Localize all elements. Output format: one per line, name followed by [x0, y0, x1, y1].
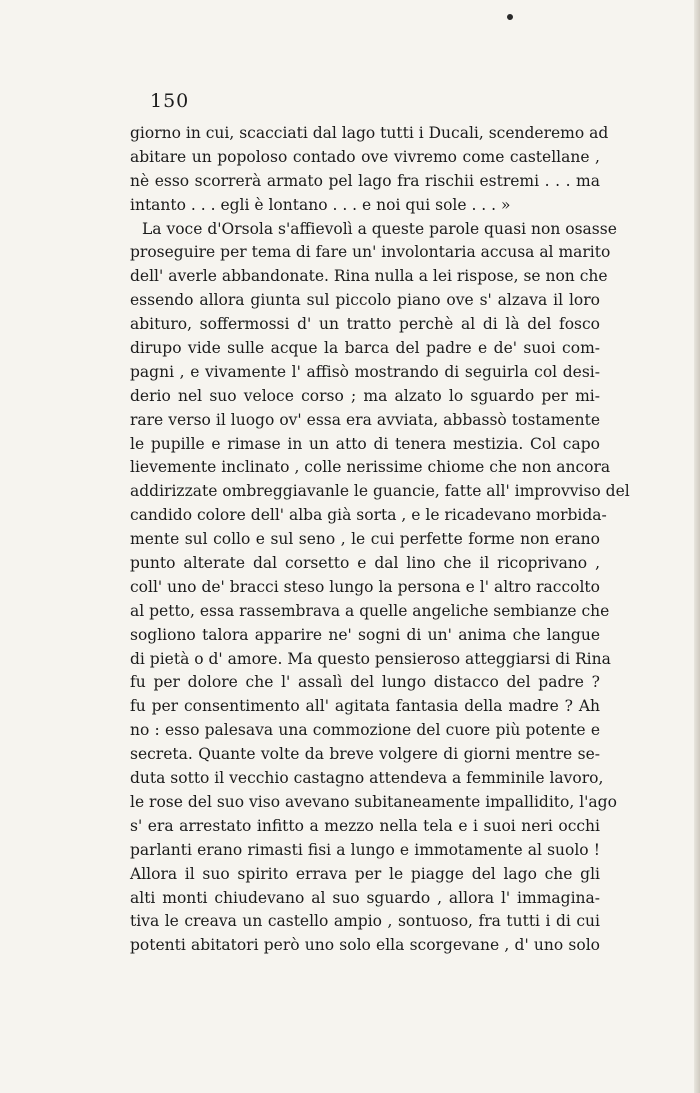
text-line: Allora il suo spirito errava per le piagge del lago che gli	[130, 864, 600, 883]
text-line: punto alterate dal corsetto e dal lino che il ricoprivano ,	[130, 554, 600, 573]
text-line: dirupo vide sulle acque la barca del padre e de' suoi com-	[130, 339, 600, 358]
text-line: fu per consentimento all' agitata fantasia della madre ? Ah	[130, 697, 600, 716]
text-line: derio nel suo veloce corso ; ma alzato lo sguardo per mi-	[130, 386, 600, 405]
text-line: parlanti erano rimasti fisi a lungo e immotamente al suolo !	[130, 840, 600, 859]
text-line: tiva le creava un castello ampio , sontuoso, fra tutti i di cui	[130, 912, 600, 931]
page-number: 150	[150, 90, 190, 112]
text-line: secreta. Quante volte da breve volgere di giorni mentre se-	[130, 745, 600, 764]
text-line: potenti abitatori però uno solo ella scorgevane , d' uno solo	[130, 936, 600, 955]
text-line: di pietà o d' amore. Ma questo pensieroso atteggiarsi di Rina	[130, 649, 611, 668]
ink-dot	[507, 14, 513, 20]
text-line: proseguire per tema di fare un' involontaria accusa al marito	[130, 243, 611, 262]
text-line: nè esso scorrerà armato pel lago fra rischii estremi . . . ma	[130, 171, 600, 190]
text-line: giorno in cui, scacciati dal lago tutti i Ducali, scenderemo ad	[130, 124, 609, 142]
text-line: pagni , e vivamente l' affisò mostrando di seguirla col desi-	[130, 362, 600, 381]
text-line: no : esso palesava una commozione del cuore più potente e	[130, 721, 600, 740]
page-edge	[694, 0, 700, 1093]
text-line: al petto, essa rassembrava a quelle angeliche sembianze che	[130, 601, 610, 620]
text-line: intanto . . . egli è lontano . . . e noi qui sole . . . »	[130, 195, 511, 214]
text-line: fu per dolore che l' assalì del lungo distacco del padre ?	[130, 673, 600, 692]
text-line: duta sotto il vecchio castagno attendeva a femminile lavoro,	[130, 769, 604, 788]
text-line: mente sul collo e sul seno , le cui perfette forme non erano	[130, 530, 600, 549]
text-line: rare verso il luogo ov' essa era avviata, abbassò tostamente	[130, 410, 600, 429]
text-line: addirizzate ombreggiavanle le guancie, fatte all' improvviso del	[130, 482, 630, 501]
text-line: abitare un popoloso contado ove vivremo come castellane ,	[130, 147, 600, 166]
text-line: lievemente inclinato , colle nerissime chiome che non ancora	[130, 458, 611, 477]
text-line: s' era arrestato infitto a mezzo nella tela e i suoi neri occhi	[130, 816, 600, 835]
text-line: coll' uno de' bracci steso lungo la persona e l' altro raccolto	[130, 577, 600, 596]
text-line: sogliono talora apparire ne' sogni di un' anima che langue	[130, 625, 600, 644]
text-line: La voce d'Orsola s'affievolì a queste parole quasi non osasse	[142, 219, 617, 238]
text-line: abituro, soffermossi d' un tratto perchè al di là del fosco	[130, 315, 600, 334]
text-line: dell' averle abbandonate. Rina nulla a lei rispose, se non che	[130, 267, 608, 286]
text-line: alti monti chiudevano al suo sguardo , allora l' immagina-	[130, 888, 600, 907]
text-line: le rose del suo viso avevano subitaneamente impallidito, l'ago	[130, 792, 617, 811]
text-line: le pupille e rimase in un atto di tenera mestizia. Col capo	[130, 434, 600, 453]
text-line: essendo allora giunta sul piccolo piano ove s' alzava il loro	[130, 291, 600, 310]
text-line: candido colore dell' alba già sorta , e le ricadevano morbida-	[130, 506, 607, 525]
body-text	[130, 122, 630, 958]
